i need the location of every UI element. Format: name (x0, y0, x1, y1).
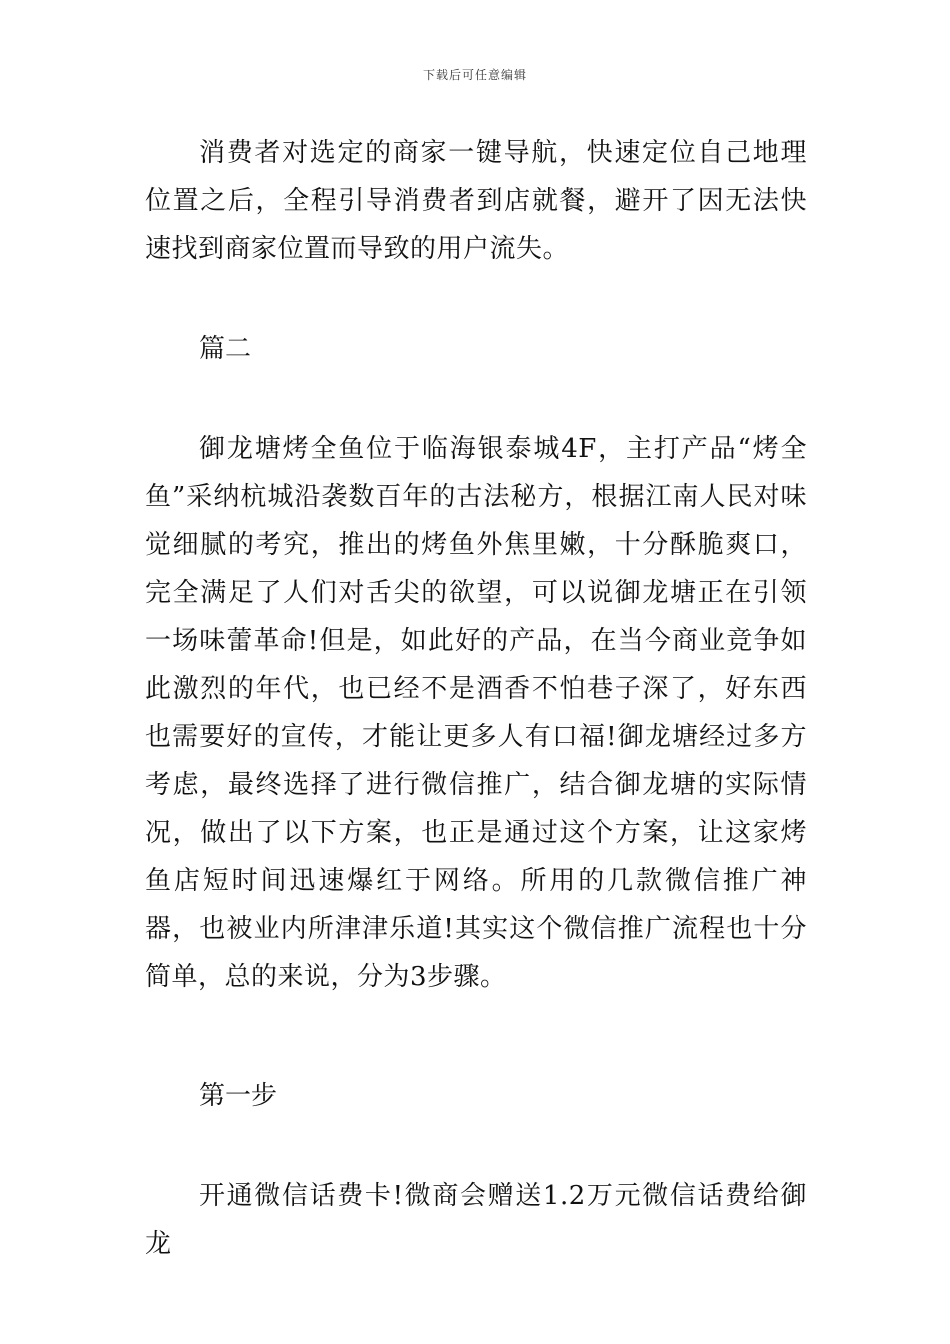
paragraph-step-one: 开通微信话费卡!微商会赠送1.2万元微信话费给御龙 (145, 1181, 807, 1259)
section-heading-step-one: 第一步 (199, 1081, 278, 1111)
paragraph-yulongtang-intro: 御龙塘烤全鱼位于临海银泰城4F，主打产品“烤全鱼”采纳杭城沿袭数百年的古法秘方，根据江南人民对味觉细腻的考究，推出的烤鱼外焦里嫩，十分酥脆爽口，完全满足了人们对舌尖的欲望，可以说御龙塘正在引领一场味蕾革命!但是，如此好的产品，在当今商业竞争如此激烈的年代，也已经不是酒香不怕巷子深了，好东西也需要好的宣传，才能让更多人有口福!御龙塘经过多方考虑，最终选择了进行微信推广，结合御龙塘的实际情况，做出了以下方案，也正是通过这个方案，让这家烤鱼店短时间迅速爆红于网络。所用的几款微信推广神器，也被业内所津津乐道!其实这个微信推广流程也十分简单，总的来说，分为3步骤。 (145, 434, 807, 992)
paragraph-navigation: 消费者对选定的商家一键导航，快速定位自己地理位置之后，全程引导消费者到店就餐，避开了因无法快速找到商家位置而导致的用户流失。 (145, 138, 807, 264)
section-heading-part-two: 篇二 (199, 334, 252, 364)
header-note: 下载后可任意编辑 (422, 68, 527, 82)
